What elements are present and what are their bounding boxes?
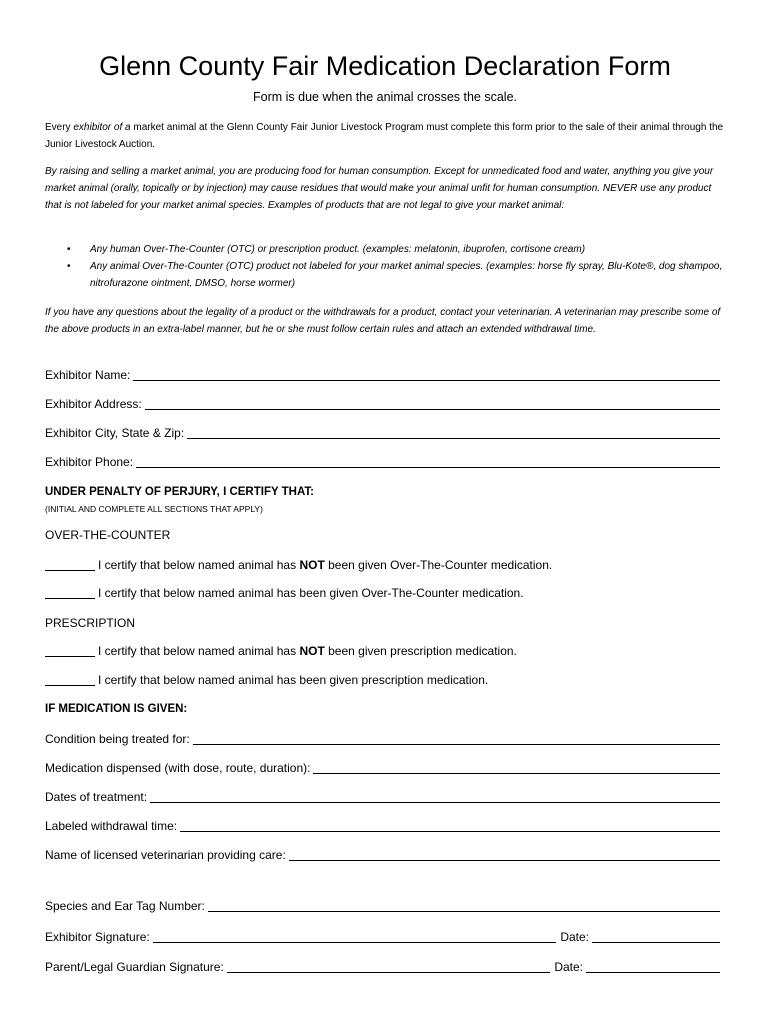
date-label: Date: <box>554 960 583 974</box>
field-label: Exhibitor Phone: <box>45 455 134 469</box>
questions-paragraph: If you have any questions about the legality of a product or the withdrawals for a product, contact your veterinarian. A veterinarian may prescribe some of the above products in an extra-label manner, but he or she must follow certain rules and attach an extended withdrawal time. <box>45 307 721 335</box>
prescription-not-given-row <box>45 643 517 659</box>
parent-signature-row <box>45 959 720 975</box>
exhibitor-phone-field <box>45 454 720 470</box>
certify-heading: UNDER PENALTY OF PERJURY, I CERTIFY THAT: <box>45 486 314 498</box>
prescription-section-label: PRESCRIPTION <box>45 616 136 630</box>
parent-date-input[interactable] <box>586 962 720 973</box>
exhibitor-name-field <box>45 367 720 383</box>
exhibitor-address-field <box>45 396 720 412</box>
otc-given-row <box>45 585 524 601</box>
field-label: Exhibitor Name: <box>45 368 131 382</box>
otc-not-given-text: I certify that below named animal has NOT been given Over-The-Counter medication. <box>98 558 553 572</box>
field-label: Exhibitor Signature: <box>45 930 150 944</box>
exhibitor-phone-input[interactable] <box>136 457 720 468</box>
page-subtitle: Form is due when the animal crosses the scale. <box>252 90 517 104</box>
exhibitor-address-input[interactable] <box>145 399 720 410</box>
field-label: Labeled withdrawal time: <box>45 819 178 833</box>
list-item: • Any human Over-The-Counter (OTC) or prescription product. (examples: melatonin, ibuprofen, cortisone cream) <box>45 241 725 258</box>
dispensed-field <box>45 760 720 776</box>
otc-section-label: OVER-THE-COUNTER <box>45 528 171 542</box>
otc-given-initial-input[interactable] <box>45 588 95 599</box>
intro-paragraph: Every exhibitor of a market animal at the Glenn County Fair Junior Livestock Program must complete this form prior to the sale of their animal through the Junior Livestock Auction. <box>45 122 724 150</box>
otc-not-given-row <box>45 557 552 573</box>
bullet-icon: • <box>67 261 71 272</box>
field-label: Parent/Legal Guardian Signature: <box>45 960 224 974</box>
page-title: Glenn County Fair Medication Declaration Form <box>99 51 671 81</box>
warning-paragraph: By raising and selling a market animal, you are producing food for human consumption. Except for unmedicated food and water, anything you give your market animal (orally, topically or by injection) may cause residues that would make your animal unfit for human consumption. NEVER use any product that is not labeled for your market animal species. Examples of products that are not legal to give your market animal: <box>45 166 714 211</box>
field-label: Exhibitor City, State & Zip: <box>45 426 185 440</box>
withdrawal-field <box>45 818 720 834</box>
exhibitor-city-input[interactable] <box>187 428 720 439</box>
field-label: Dates of treatment: <box>45 790 148 804</box>
species-field <box>45 898 720 914</box>
prescription-not-given-initial-input[interactable] <box>45 646 95 657</box>
prescription-not-given-text: I certify that below named animal has NOT been given prescription medication. <box>98 644 517 658</box>
otc-given-text: I certify that below named animal has been given Over-The-Counter medication. <box>98 586 524 600</box>
prescription-given-row <box>45 672 488 688</box>
withdrawal-input[interactable] <box>180 821 720 832</box>
prescription-given-initial-input[interactable] <box>45 675 95 686</box>
field-label: Exhibitor Address: <box>45 397 142 411</box>
dates-field <box>45 789 720 805</box>
exhibitor-signature-input[interactable] <box>153 932 557 943</box>
exhibitor-signature-row <box>45 929 720 945</box>
bullet-icon: • <box>67 244 71 255</box>
prescription-given-text: I certify that below named animal has been given prescription medication. <box>98 673 489 687</box>
parent-signature-input[interactable] <box>227 962 551 973</box>
field-label: Condition being treated for: <box>45 732 190 746</box>
field-label: Name of licensed veterinarian providing care: <box>45 848 286 862</box>
dates-input[interactable] <box>150 792 720 803</box>
species-input[interactable] <box>208 901 720 912</box>
otc-not-given-initial-input[interactable] <box>45 560 95 571</box>
condition-input[interactable] <box>193 734 720 745</box>
condition-field <box>45 731 720 747</box>
veterinarian-input[interactable] <box>289 850 720 861</box>
exhibitor-date-input[interactable] <box>592 932 720 943</box>
veterinarian-field <box>45 847 720 863</box>
exhibitor-name-input[interactable] <box>133 370 720 381</box>
examples-list <box>45 241 725 292</box>
list-item: • Any animal Over-The-Counter (OTC) product not labeled for your market animal species. (examples: horse fly spray, Blu-Kote®, dog shampoo, nitrofurazone ointment, DMSO, horse wormer) <box>45 258 725 292</box>
field-label: Species and Ear Tag Number: <box>45 899 205 913</box>
field-label: Medication dispensed (with dose, route, duration): <box>45 761 311 775</box>
certify-note: (INITIAL AND COMPLETE ALL SECTIONS THAT APPLY) <box>45 504 263 514</box>
dispensed-input[interactable] <box>313 763 720 774</box>
medication-heading: IF MEDICATION IS GIVEN: <box>45 703 188 715</box>
date-label: Date: <box>560 930 589 944</box>
exhibitor-city-field <box>45 425 720 441</box>
